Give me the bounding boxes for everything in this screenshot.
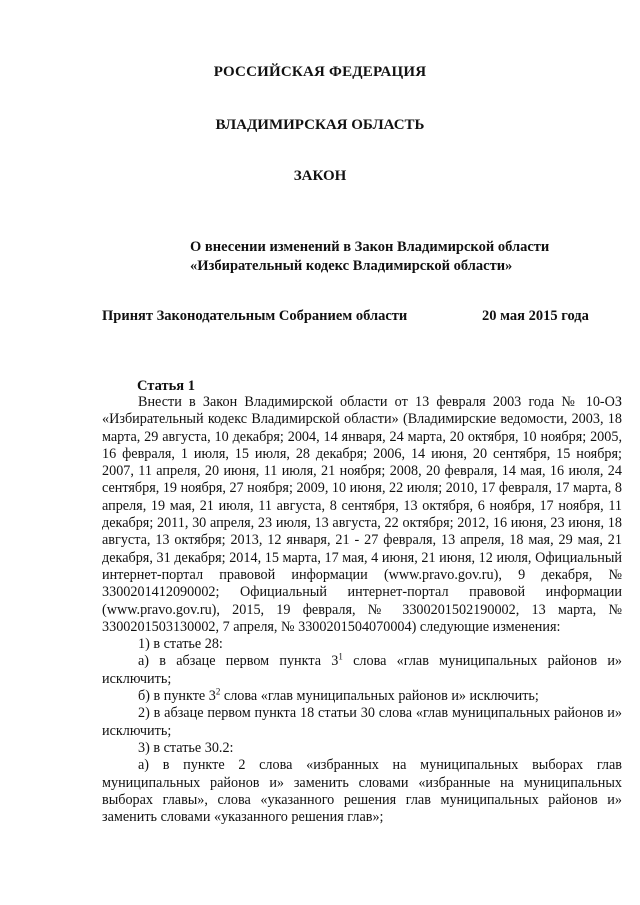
law-subject <box>190 238 549 276</box>
amendment-item-1a: а) в абзаце первом пункта $3^1$ слова «глав муниципальных районов и» исключить; <box>102 651 622 687</box>
amendment-item-2: 2) в абзаце первом пункта 18 статьи 30 слова «глав муниципальных районов и» исключить; <box>102 705 622 739</box>
law-subject-line-1: О внесении изменений в Закон Владимирской области <box>190 239 550 255</box>
adoption-date: 20 мая 2015 года <box>482 308 589 324</box>
article-intro: Внести в Закон Владимирской области от 13 февраля 2003 года № 10-ОЗ «Избирательный кодекс Владимирской области» (Владимирские ведомости, 2003, 18 марта, 29 августа, 10 декабря; 2004, 14 января, 24 марта, 20 октября, 10 ноября; 2005, 16 февраля, 1 июля, 15 июля, 28 декабря; 2006, 14 июня, 20 сентября, 15 ноября; 2007, 11 апреля, 20 июня, 11 июля, 21 ноября; 2008, 20 февраля, 14 мая, 16 июля, 24 сентября, 19 ноября, 27 ноября; 2009, 10 июня, 22 июля; 2010, 17 февраля, 17 марта, 8 апреля, 19 мая, 21 июля, 11 августа, 8 сентября, 13 октября, 6 ноября, 17 ноября, 11 декабря; 2011, 30 апреля, 23 июля, 13 августа, 22 октября; 2012, 16 июня, 23 июня, 18 августа, 13 октября; 2013, 12 января, 21 - 27 февраля, 13 апреля, 18 мая, 29 мая, 21 декабря, 31 декабря; 2014, 15 марта, 17 мая, 4 июня, 21 июня, 12 июля, Официальный интернет-портал правовой информации (www.pravo.gov.ru), 9 декабря, № 3300201412090002; Официальный интернет-портал правовой информации (www.pravo.gov.ru), 2015, 19 февраля, № 3300201502190002, 13 марта, № 3300201503130002, 7 апреля, № 3300201504070004) следующие изменения: <box>102 394 622 635</box>
article-heading: Статья 1 <box>137 378 195 394</box>
amendment-item-3: 3) в статье 30.2: <box>138 739 234 756</box>
amendment-item-3a: а) в пункте 2 слова «избранных на муниципальных выборах глав муниципальных районов и» заменить словами «избранные на муниципальных выборах главы», слова «указанного решения глав муниципальных районов и» заменить словами «указанного решения глав»; <box>102 757 622 826</box>
amendment-item-1: 1) в статье 28: <box>138 636 223 653</box>
article-body <box>102 394 622 826</box>
federation-heading: РОССИЙСКАЯ ФЕДЕРАЦИЯ <box>213 64 427 80</box>
adopted-by: Принят Законодательным Собранием области <box>102 308 408 324</box>
law-subject-line-2: «Избирательный кодекс Владимирской области» <box>190 258 513 274</box>
doc-type-heading: ЗАКОН <box>293 168 347 184</box>
amendment-item-1b: б) в пункте $3^2$ слова «глав муниципальных районов и» исключить; <box>138 686 539 705</box>
region-heading: ВЛАДИМИРСКАЯ ОБЛАСТЬ <box>215 117 425 133</box>
